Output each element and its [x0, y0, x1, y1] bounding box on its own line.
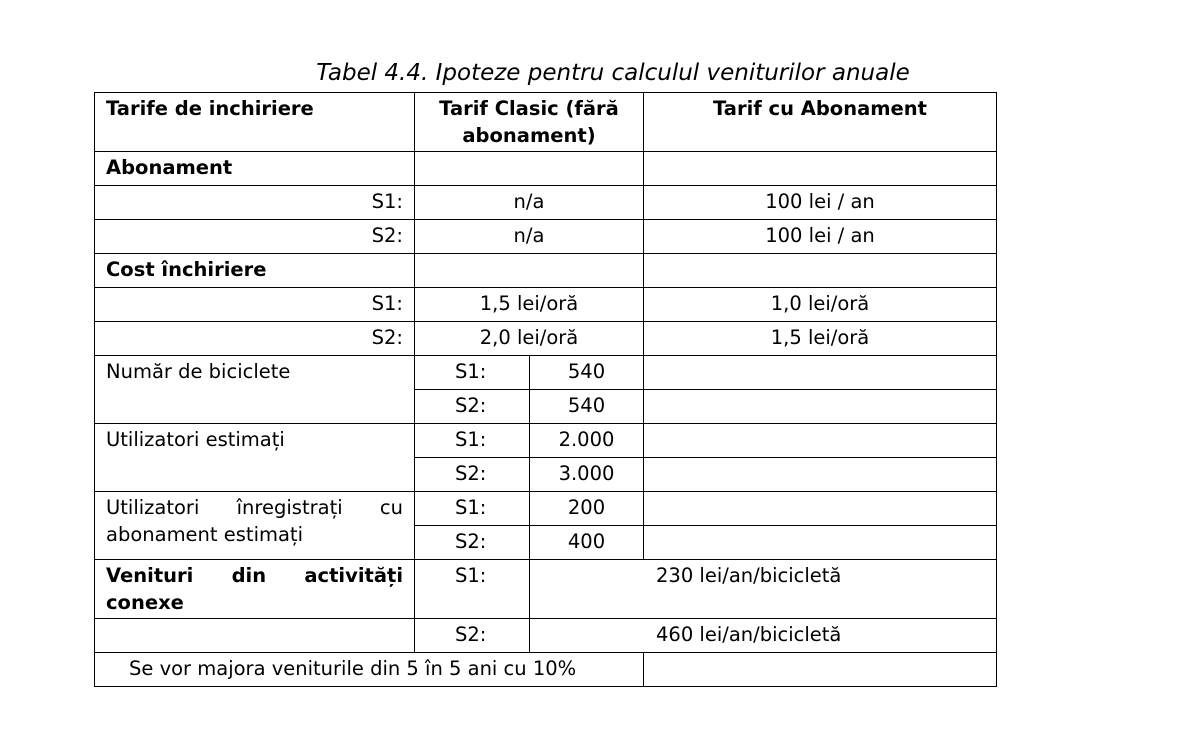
cell-value: 540 [530, 356, 644, 390]
table-row [95, 492, 997, 526]
cell-abonament: 100 lei / an [644, 186, 997, 220]
table-header-row [95, 93, 997, 152]
row-label: S1: [415, 492, 530, 526]
cell-value: 2.000 [530, 424, 644, 458]
cell-clasic: n/a [415, 220, 644, 254]
row-label: S1: [415, 424, 530, 458]
row-label: S2: [415, 526, 530, 560]
section-row-cost [95, 254, 997, 288]
cell-value: 3.000 [530, 458, 644, 492]
cell-value-conexe: 460 lei/an/bicicletă [530, 619, 997, 653]
section-title-cost: Cost închiriere [95, 254, 415, 288]
section-title-utilizatori: Utilizatori estimați [95, 424, 415, 492]
cell-abonament: 100 lei / an [644, 220, 997, 254]
header-tarife: Tarife de inchiriere [95, 93, 415, 152]
table-row [95, 424, 997, 458]
table-row [95, 322, 997, 356]
cell-value: 400 [530, 526, 644, 560]
section-title-conexe: Venituri din activități conexe [95, 560, 415, 619]
cell-value-conexe: 230 lei/an/bicicletă [530, 560, 997, 619]
table-row [95, 288, 997, 322]
cell-clasic: 2,0 lei/oră [415, 322, 644, 356]
row-label: S1: [95, 186, 415, 220]
cell-clasic: n/a [415, 186, 644, 220]
table-row [95, 186, 997, 220]
row-label: S2: [95, 322, 415, 356]
header-tarif-abonament: Tarif cu Abonament [644, 93, 997, 152]
table-row [95, 619, 997, 653]
row-label: S1: [95, 288, 415, 322]
cell-value: 200 [530, 492, 644, 526]
table-caption: Tabel 4.4. Ipoteze pentru calculul veniturilor anuale [316, 60, 910, 86]
section-row-abonament [95, 152, 997, 186]
row-label: S2: [415, 458, 530, 492]
table-row [95, 560, 997, 619]
section-title-inregistrati: Utilizatori înregistrați cu abonament estimați [95, 492, 415, 560]
row-label: S2: [415, 619, 530, 653]
header-tarif-clasic: Tarif Clasic (fără abonament) [415, 93, 644, 152]
section-title-abonament: Abonament [95, 152, 415, 186]
revenue-assumptions-table [94, 92, 997, 687]
row-label: S1: [415, 560, 530, 619]
section-title-biciclete: Număr de biciclete [95, 356, 415, 424]
table-footer-row [95, 653, 997, 687]
table-row [95, 220, 997, 254]
row-label: S1: [415, 356, 530, 390]
cell-clasic: 1,5 lei/oră [415, 288, 644, 322]
row-label: S2: [95, 220, 415, 254]
row-label: S2: [415, 390, 530, 424]
table-row [95, 356, 997, 390]
cell-abonament: 1,5 lei/oră [644, 322, 997, 356]
footer-note: Se vor majora veniturile din 5 în 5 ani cu 10% [95, 653, 644, 687]
cell-abonament: 1,0 lei/oră [644, 288, 997, 322]
cell-value: 540 [530, 390, 644, 424]
